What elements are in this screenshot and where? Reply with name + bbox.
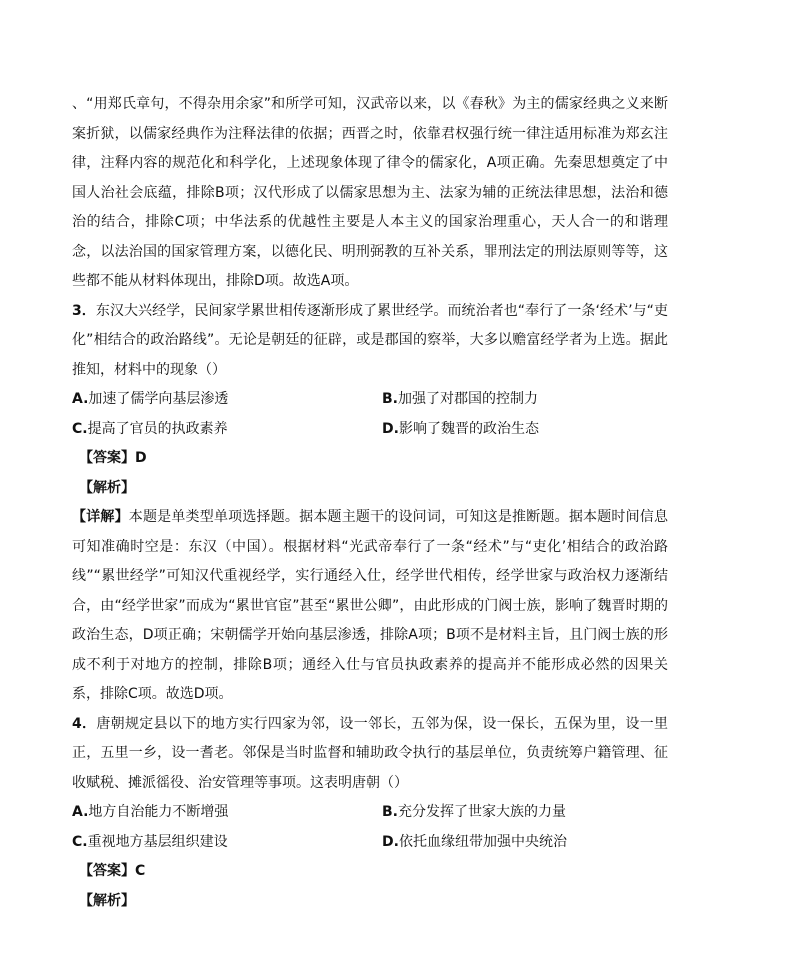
question-4-options [72, 798, 668, 857]
question-4-stem [72, 710, 668, 799]
question-3-analysis-label: 【解析】 [79, 479, 135, 496]
question-4-option-d: D.依托血缘纽带加强中央统治 [382, 833, 567, 850]
question-4-answer: 【答案】C [79, 863, 146, 879]
question-3-stem [72, 297, 668, 386]
question-4-text: 唐朝规定县以下的地方实行四家为邻，设一邻长，五邻为保，设一保长，五保为里，设一里正，五里一乡，设一耆老。邻保是当时监督和辅助政令执行的基层单位，负责统筹户籍管理、征收赋税、摊派徭役、治安管理等事项。这表明唐朝（） [72, 715, 668, 791]
document-page [72, 90, 668, 916]
intro-paragraph: 、“用郑氏章句，不得杂用余家”和所学可知，汉武帝以来，以《春秋》为主的儒家经典之义来断案折狱，以儒家经典作为注释法律的依据；西晋之时，依靠君权强行统一律注适用标准为郑玄注律，注释内容的规范化和科学化，上述现象体现了律令的儒家化，A项正确。先秦思想奠定了中国人治社会底蕴，排除B项；汉代形成了以儒家思想为主、法家为辅的正统法律思想，法治和德治的结合，排除C项；中华法系的优越性主要是人本主义的国家治理重心，天人合一的和谐理念，以法治国的国家管理方案，以德化民、明刑弼教的互补关系，罪刑法定的刑法原则等等，这些都不能从材料体现出，排除D项。故选A项。 [72, 96, 668, 289]
answer-value: D [135, 450, 147, 466]
question-3-answer [72, 444, 668, 474]
question-3-option-c: C.提高了官员的执政素养 [72, 420, 228, 437]
question-3-option-b: B.加强了对郡国的控制力 [382, 391, 538, 407]
question-3-number: 3． [72, 302, 96, 319]
detail-label: 【详解】 [72, 509, 129, 525]
question-4 [72, 710, 668, 917]
detail-text: 本题是单类型单项选择题。据本题主题干的设问词，可知这是推断题。据本题时间信息可知准确时空是：东汉（中国）。根据材料“光武帝奉行了一条“经术”与“吏化’相结合的政治路线”“累世经学”可知汉代重视经学，实行通经入仕，经学世代相传，经学世家与政治权力逐渐结合，由“经学世家”而成为“累世官宦”甚至“累世公卿”，由此形成的门阀士族，影响了魏晋时期的政治生态，D项正确；宋朝儒学开始向基层渗透，排除A项；B项不是材料主旨，且门阀士族的形成不利于对地方的控制，排除B项；通经入仕与官员执政素养的提高并不能形成必然的因果关系，排除C项。故选D项。 [72, 509, 668, 702]
question-3-text: 东汉大兴经学，民间家学累世相传逐渐形成了累世经学。而统治者也“奉行了一条‘经术’与“吏化”相结合的政治路线”。无论是朝廷的征辟，或是郡国的察举，大多以赡富经学者为上选。据此推知，材料中的现象（） [72, 302, 668, 378]
question-3-option-a: A.加速了儒学向基层渗透 [72, 391, 229, 407]
answer-label: 【答案】 [79, 450, 135, 466]
question-4-option-a: A.地方自治能力不断增强 [72, 804, 229, 820]
question-3-options [72, 385, 668, 444]
question-4-option-b: B.充分发挥了世家大族的力量 [382, 804, 566, 820]
question-4-analysis-label: 【解析】 [79, 892, 135, 909]
question-3-option-d: D.影响了魏晋的政治生态 [382, 420, 539, 437]
question-3-detail [72, 503, 668, 710]
question-3 [72, 297, 668, 710]
question-4-option-c: C.重视地方基层组织建设 [72, 833, 228, 850]
question-4-number: 4． [72, 715, 97, 732]
